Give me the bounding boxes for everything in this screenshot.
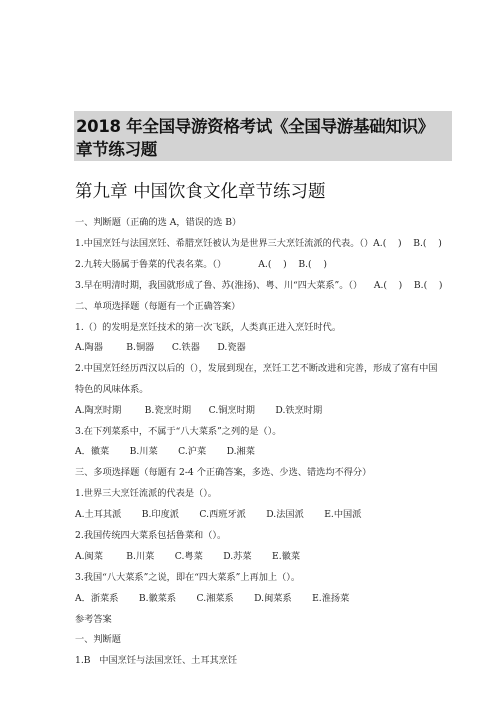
question-line: 特色的风味体系。 — [75, 384, 149, 395]
banner-title-line-2: 章节练习题 — [76, 140, 158, 159]
banner-title-line-1: 2018 年全国导游资格考试《全国导游基础知识》 — [76, 117, 434, 136]
question-line: 3.我国“八大菜系”之说，即在“四大菜系”上再加上（）。 — [75, 572, 301, 583]
question-line: 1.世界三大烹饪流派的代表是（）。 — [75, 488, 217, 499]
options-line: A．浙菜系 B.徽菜系 C.湘菜系 D.闽菜系 E.淮扬菜 — [75, 593, 350, 604]
title-banner — [74, 111, 452, 161]
options-line: A.土耳其派 B.印度派 C.西班牙派 D.法国派 E.中国派 — [75, 509, 362, 520]
question-line: 2.中国烹饪经历西汉以后的（），发展到现在，烹饪工艺不断改进和完善，形成了富有中国 — [75, 363, 438, 374]
question-line: 2.我国传统四大菜系包括鲁菜和（）。 — [75, 530, 227, 541]
options-line: A.闽菜 B.川菜 C.粤菜 D.苏菜 E.徽菜 — [75, 551, 301, 562]
chapter-title: 第九章 中国饮食文化章节练习题 — [75, 182, 326, 202]
question-line: 3.在下列菜系中，不属于“八大菜系”之列的是（）。 — [75, 426, 282, 437]
question-line: 3.早在明清时期，我国就形成了鲁、苏(淮扬)、粤、川“四大菜系”。（） A.( ) B.( ) — [75, 280, 443, 291]
question-line: 1.（）的发明是烹饪技术的第一次飞跃，人类真正进入烹饪时代。 — [75, 322, 342, 333]
section-heading: 一、判断题 — [75, 634, 121, 645]
question-line: 2.九转大肠属于鲁菜的代表名菜。（） A.( ) B.( ) — [75, 259, 327, 270]
options-line: A.陶烹时期 B.瓷烹时期 C.铜烹时期 D.铁烹时期 — [75, 405, 323, 416]
section-heading: 三、多项选择题（每题有 2-4 个正确答案，多选、少选、错选均不得分） — [75, 467, 372, 478]
answers-heading: 参考答案 — [75, 614, 112, 625]
question-line: 1.中国烹饪与法国烹饪、希腊烹饪被认为是世界三大烹饪流派的代表。（）A.( ) B.( ) — [75, 238, 442, 249]
answer-line: 1.B 中国烹饪与法国烹饪、土耳其烹饪 — [75, 655, 238, 666]
options-line: A.陶器 B.铜器 C.铁器 D.瓷器 — [75, 342, 246, 353]
section-heading: 二、单项选择题（每题有一个正确答案） — [75, 301, 241, 312]
options-line: A．徽菜 B.川菜 C.沪菜 D.湘菜 — [75, 446, 255, 457]
section-heading: 一、判断题（正确的选 A，错误的选 B） — [75, 217, 242, 228]
